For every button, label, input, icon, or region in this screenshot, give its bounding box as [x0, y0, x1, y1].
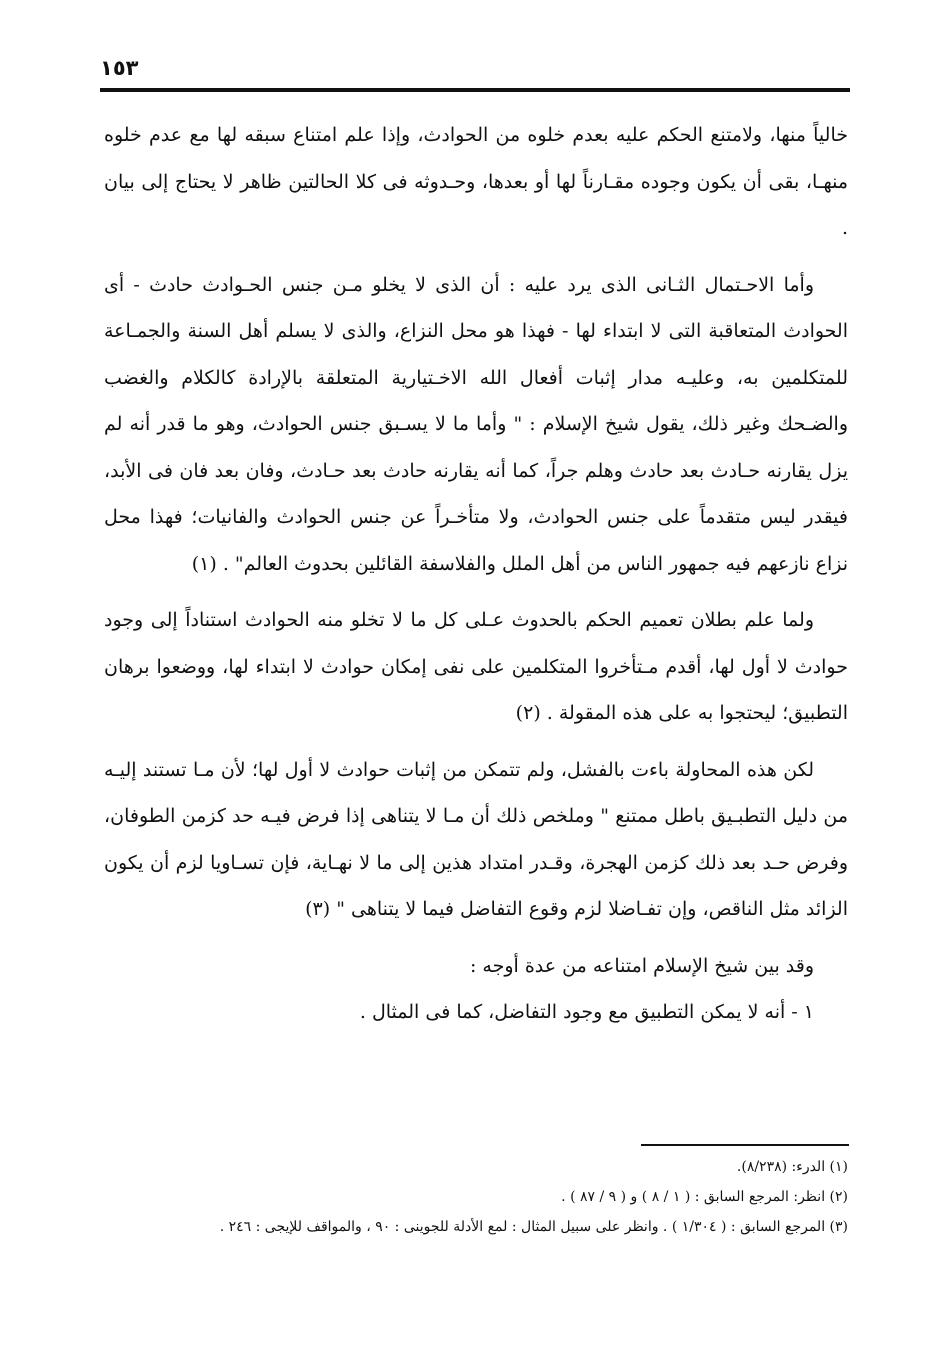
- page-number: ١٥٣: [100, 56, 139, 80]
- footnote-2: (٢) انظر: المرجع السابق : ( ١ / ٨ ) و ( ٩ / ٨٧ ) .: [561, 1189, 848, 1205]
- paragraph-aspects-intro: وقد بين شيخ الإسلام امتناعه من عدة أوجه :: [469, 954, 814, 977]
- paragraph-continued: خالياً منها، ولامتنع الحكم عليه بعدم خلوه من الحوادث، وإذا علم امتناع سبقه لها مع عدم خلوه منهـا، بقى أن يكون وجوده مقـارناً لها أو بعدها، وحـدوثه فى كلا الحالتين ظاهر لا يحتاج إلى بيان .: [104, 124, 848, 239]
- header-rule: [100, 88, 850, 92]
- footnote-rule: [641, 1144, 849, 1146]
- paragraph-generalization: ولما علم بطلان تعميم الحكم بالحدوث عـلى كل ما لا تخلو منه الحوادث استناداً إلى وجود حوادث لا أول لها، أقدم مـتأخروا المتكلمين على نفى إمكان حوادث لا ابتداء لها، ووضعوا برهان التطبيق؛ ليحتجوا به على هذه المقولة . (٢): [104, 609, 848, 724]
- footnote-3: (٣) المرجع السابق : ( ١/٣٠٤ ) . وانظر على سبيل المثال : لمع الأدلة للجوينى : ٩٠ ، والمواقف للإيجى : ٢٤٦ .: [219, 1219, 848, 1235]
- footnotes: [104, 1152, 848, 1242]
- list-item-aspect-1: ١ - أنه لا يمكن التطبيق مع وجود التفاضل، كما فى المثال .: [359, 1001, 814, 1023]
- footnote-1: (١) الدرء: (٨/٢٣٨).: [736, 1159, 848, 1175]
- paragraph-second-possibility: وأما الاحـتمال الثـانى الذى يرد عليه : أن الذى لا يخلو مـن جنس الحـوادث حادث - أى الحوادث المتعاقبة التى لا ابتداء لها - فهذا هو محل النزاع، والذى لا يسلم أهل السنة والجمـاعة للمتكلمين به، وعليـه مدار إثبات أفعال الله الاخـتيارية المتعلقة بالإرادة كالكلام والغضب والضـحك وغير ذلك، يقول شيخ الإسلام : " وأما ما لا يسـبق جنس الحوادث، وهو ما قدر أنه لم يزل يقارنه حـادث بعد حادث وهلم جراً، كما أنه يقارنه حادث بعد حـادث، وفان بعد فان فى الأبد، فيقدر ليس متقدماً على جنس الحوادث، ولا متأخـراً عن جنس الحوادث والفانيات؛ فهذا محل نزاع نازعهم فيه جمهور الناس من أهل الملل والفلاسفة القائلين بحدوث العالم" . (١): [104, 273, 848, 575]
- main-text: [104, 112, 848, 1036]
- paragraph-tatbiq-argument: لكن هذه المحاولة باءت بالفشل، ولم تتمكن من إثبات حوادث لا أول لها؛ لأن مـا تستند إليـه من دليل التطبـيق باطل ممتنع " وملخص ذلك أن مـا لا يتناهى إذا فرض فيـه حد كزمن الطوفان، وفرض حـد بعد ذلك كزمن الهجرة، وقـدر امتداد هذين إلى ما لا نهـاية، فإن تسـاويا لزم أن يكون الزائد مثل الناقص، وإن تفـاضلا لزم وقوع التفاضل فيما لا يتناهى " (٣): [104, 758, 848, 920]
